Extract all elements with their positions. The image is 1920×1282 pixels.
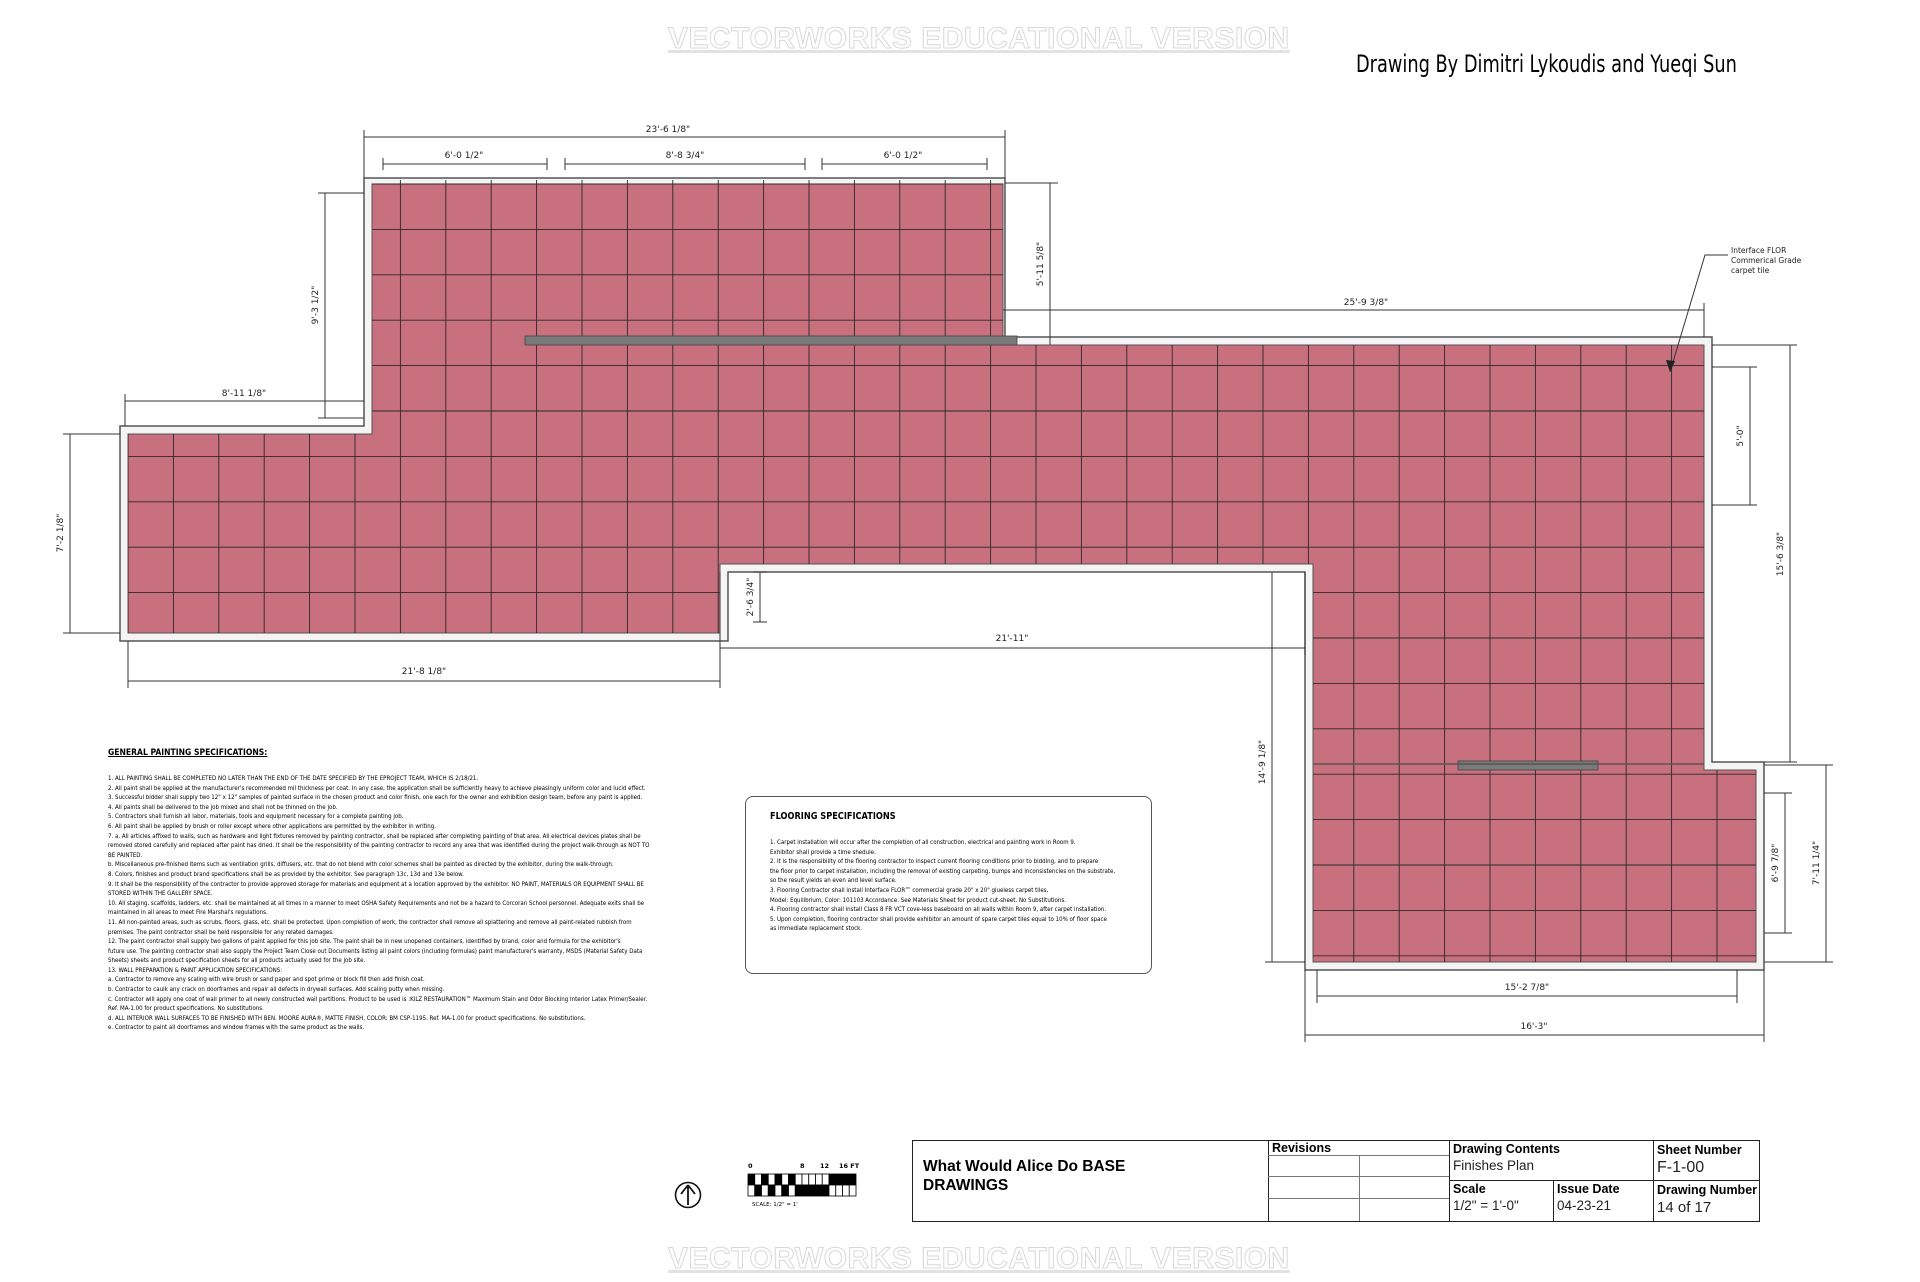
painting-line: 4. All paints shall be delivered to the job mixed and shall not be thinned on the job.	[108, 802, 338, 811]
painting-line: removed stored carefully and replaced after paint has dried. It shall be the responsibility of the painting contractor to record any area that was identified during the project walk-through as NOT TO	[108, 841, 650, 850]
flooring-line: 2. It is the responsibility of the flooring contractor to inspect current flooring conditions prior to bidding, and to prepare	[770, 857, 1099, 866]
scale-bar	[745, 1160, 865, 1210]
flooring-line: as immediate replacement stock.	[770, 924, 863, 933]
flooring-line: so the result yields an even and level surface.	[770, 876, 897, 885]
dim-room-outer-height: 7'-11 1/4"	[1812, 840, 1822, 886]
drawing-byline: Drawing By Dimitri Lykoudis and Yueqi Sun	[1356, 50, 1737, 78]
dim-right-stem-height: 14'-9 1/8"	[1258, 739, 1268, 785]
painting-line: c. Contractor will apply one coat of wall primer to all newly constructed wall partitions. Product to be used is :KILZ RESTAURATION™ Maximum Stain and Odor Blocking Interior Latex Primer/Sealer.	[108, 994, 648, 1003]
scale-tick-8: 8	[800, 1162, 805, 1170]
flooring-line: 1. Carpet installation will occur after the completion of all construction, electrical and painting work in Room 9.	[770, 838, 1076, 846]
painting-line: b. Contractor to caulk any crack on doorframes and repair all defects in drywall surfaces. Add scaling putty when missing.	[108, 985, 445, 994]
carpet-note-line-1: Interface FLOR	[1731, 246, 1787, 255]
painting-line: 11. All non-painted areas, such as scrubs, floors, glass, etc. shall be protected. Upon completion of work, the contractor shall remove all splattering and remove all paint-related rubbish from	[108, 917, 632, 926]
painting-line: d. ALL INTERIOR WALL SURFACES TO BE FINISHED WITH BEN. MOORE AURA®, MATTE FINISH, COLOR: BM CSP-1195. Ref. MA-1.00 for product specifications. No substitutions.	[108, 1013, 586, 1022]
partition-wall-lower	[1458, 761, 1598, 770]
painting-line: BE PAINTED.	[108, 850, 143, 859]
painting-line: 10. All staging, scaffolds, ladders, etc. shall be maintained at all times in a manner to meet OSHA Safety Requirements and not be a hazard to Corcoran School personnel. Adequate exits shall be	[108, 898, 645, 907]
project-title	[923, 1157, 1125, 1195]
dim-right-full: 15'-6 3/8"	[1776, 531, 1786, 577]
issue-date-value: 04-23-21	[1557, 1198, 1612, 1213]
drawing-contents-value: Finishes Plan	[1453, 1158, 1535, 1173]
north-arrow-icon	[673, 1180, 703, 1210]
painting-line: Ref. MA-1.00 for product specifications. No substitutions.	[108, 1004, 264, 1013]
dim-top-left: 6'-0 1/2"	[444, 151, 484, 161]
watermark-top: VECTORWORKS EDUCATIONAL VERSION	[668, 22, 1290, 55]
painting-line: Sheets) sheets and product specification sheets for all products actually used for the job site.	[108, 956, 366, 965]
painting-line: a. Contractor to remove any scaling with wire brush or sand paper and spot prime or block fill then add finish coat.	[108, 975, 425, 984]
carpet-note-line-2: Commerical Grade	[1731, 256, 1802, 265]
painting-line: 1. ALL PAINTING SHALL BE COMPLETED NO LATER THAN THE END OF THE DATE SPECIFIED BY THE EPROJECT TEAM, WHICH IS 2/18/21.	[108, 774, 479, 782]
dim-left-wing-width: 8'-11 1/8"	[221, 389, 267, 399]
scale-label: Scale	[1453, 1182, 1486, 1196]
dim-right-top-width: 25'-9 3/8"	[1343, 298, 1389, 308]
sheet-number-label: Sheet Number	[1657, 1143, 1742, 1157]
flooring-spec-title: FLOORING SPECIFICATIONS	[770, 811, 896, 822]
title-block	[912, 1140, 1760, 1222]
dim-left-height: 7'-2 1/8"	[56, 513, 66, 553]
flooring-line: 4. Flooring contractor shall install Class 8 FR VCT cove-less baseboard on all walls within Room 9, after carpet installation.	[770, 905, 1107, 914]
dim-overall-top: 23'-6 1/8"	[645, 125, 691, 135]
partition-wall-upper	[525, 336, 1017, 345]
project-title-line-1: What Would Alice Do BASE	[923, 1158, 1126, 1175]
painting-line: future use. The painting contractor shall also supply the Project Team Close out Documents listing all paint colors (including formulas) paint manufacturer's warranty, MSDS (Material Safety Data	[108, 946, 643, 955]
painting-line: 12. The paint contractor shall supply two gallons of paint applied for this job site. The paint shall be in new unopened containers, identified by brand, color and formula for the exhibitor's	[108, 937, 621, 946]
scale-tick-16: 16 FT	[839, 1162, 860, 1170]
scale-value: 1/2" = 1'-0"	[1453, 1198, 1519, 1213]
painting-line: e. Contractor to paint all doorframes and window frames with the same product as the walls.	[108, 1023, 365, 1032]
scale-caption: SCALE: 1/2" = 1'	[752, 1202, 798, 1208]
dim-notch-height: 2'-6 3/4"	[746, 577, 756, 617]
dim-bottom-left: 21'-8 1/8"	[401, 667, 447, 677]
drawing-contents-label: Drawing Contents	[1453, 1142, 1560, 1156]
dim-room-inner-width: 15'-2 7/8"	[1504, 983, 1550, 993]
painting-line: 3. Successful bidder shall supply two 12" x 12" samples of painted surface in the chosen product and color finish, one each for the owner and exhibition design team, before any paint is applied.	[108, 793, 643, 802]
scale-tick-0: 0	[748, 1162, 753, 1170]
scale-tick-12: 12	[820, 1162, 830, 1170]
flooring-line: 5. Upon completion, flooring contractor shall provide exhibitor an amount of spare carpet tiles equal to 10% of floor space	[770, 914, 1107, 923]
painting-line: 9. It shall be the responsibility of the contractor to provide approved storage for materials and equipment at a location approved by the exhibitor. NO PAINT, MATERIALS OR EQUIPMENT SHALL BE	[108, 879, 644, 888]
painting-line: 6. All paint shall be applied by brush or roller except where other applications are permitted by the exhibitor in writing.	[108, 821, 437, 830]
flooring-line: the floor prior to carpet installation, including the removal of existing carpeting, bumps and inconsistencies on the substrate,	[770, 866, 1116, 875]
painting-line: 7. a. All articles affixed to walls, such as hardware and light fixtures removed by painting contractor, shall be replaced after completing painting of that area. All electrical devices plates shall be	[108, 831, 641, 840]
flooring-line: 3. Flooring Contractor shall install Interface FLOR™ commercial grade 20" x 20" glueless carpet tiles,	[770, 885, 1049, 894]
painting-line: maintained in all areas to meet Fire Marshal's regulations.	[108, 908, 268, 917]
dim-top-right: 6'-0 1/2"	[883, 151, 923, 161]
dim-upper-left-height: 9'-3 1/2"	[311, 285, 321, 325]
painting-line: b. Miscellaneous pre-finished items such as ventilation grills, diffusers, etc. that do not blend with color schemes shall be painted as directed by the exhibitor, during the walk-through.	[108, 860, 614, 869]
flooring-line: Exhibitor shall provide a time shedule.	[770, 847, 876, 856]
dim-room-outer-width: 16'-3"	[1520, 1022, 1548, 1032]
revisions-label: Revisions	[1272, 1141, 1332, 1155]
painting-line: premises. The paint contractor shall be held responsible for any related damages.	[108, 927, 334, 936]
painting-specifications	[108, 748, 748, 1033]
watermark-bottom: VECTORWORKS EDUCATIONAL VERSION	[668, 1242, 1290, 1275]
painting-line: 2. All paint shall be applied at the manufacturer's recommended mil thickness per coat. In any case, the application shall be sufficiently heavy to achieve pleasingly uniform color and lucid effect.	[108, 783, 646, 792]
carpet-note-line-3: carpet tile	[1731, 266, 1770, 275]
painting-line: STORED WITHIN THE GALLERY SPACE.	[108, 889, 213, 898]
drawing-number-label: Drawing Number	[1657, 1183, 1758, 1197]
painting-line: 8. Colors, finishes and product brand specifications shall be as provided by the exhibitor. See paragraph 13c, 13d and 13e below.	[108, 869, 464, 878]
dim-room-inner-height: 6'-9 7/8"	[1771, 843, 1781, 883]
dim-notch-width: 21'-11"	[995, 634, 1029, 644]
painting-spec-title: GENERAL PAINTING SPECIFICATIONS:	[108, 748, 268, 758]
dim-right-upper: 5'-0"	[1736, 425, 1746, 447]
sheet-number-value: F-1-00	[1657, 1159, 1705, 1176]
painting-line: 13. WALL PREPARATION & PAINT APPLICATION SPECIFICATIONS:	[108, 965, 283, 974]
flooring-specifications	[745, 796, 1152, 974]
dim-top-mid: 8'-8 3/4"	[665, 151, 705, 161]
issue-date-label: Issue Date	[1557, 1182, 1620, 1196]
drawing-number-value: 14 of 17	[1657, 1199, 1712, 1216]
flooring-line: Model: Equilibrium, Color: 101103 Accordance. See Materials Sheet for product cut-sheet. No Substitutions.	[770, 895, 1066, 904]
dim-upper-right-height: 5'-11 5/8"	[1036, 241, 1046, 287]
painting-line: 5. Contractors shall furnish all labor, materials, tools and equipment necessary for a complete painting job.	[108, 812, 404, 821]
project-title-line-2: DRAWINGS	[923, 1177, 1009, 1194]
